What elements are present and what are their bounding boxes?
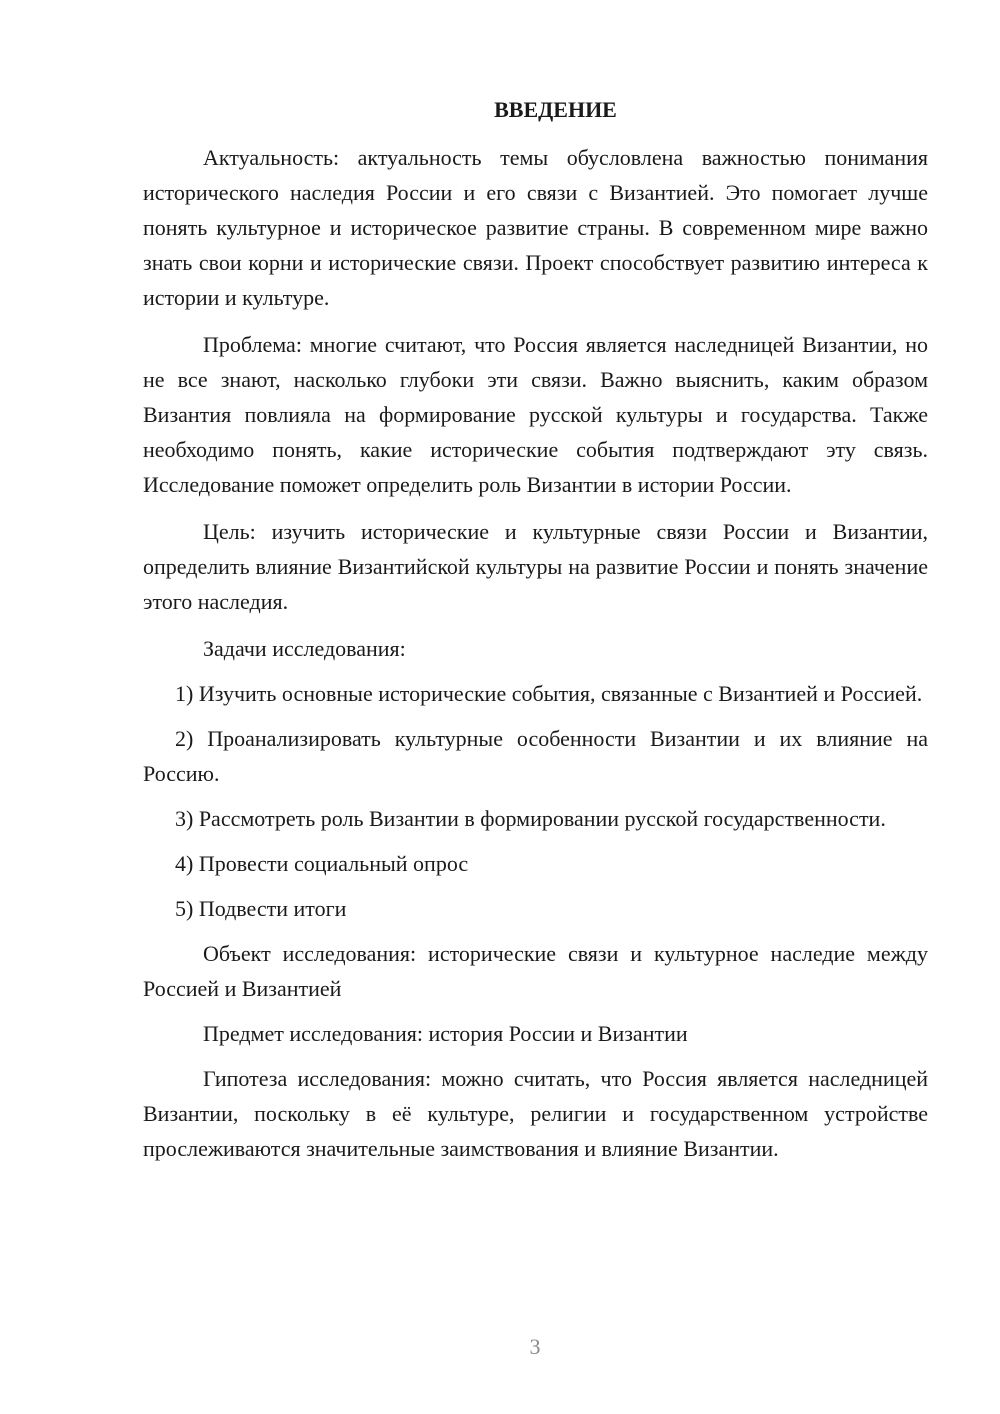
goal-paragraph: Цель: изучить исторические и культурные связи России и Византии, определить влияние Византийской культуры на развитие России и понять значение этого наследия.	[143, 519, 928, 614]
object-paragraph: Объект исследования: исторические связи и культурное наследие между Россией и Византией	[143, 941, 928, 1001]
relevance-paragraph: Актуальность: актуальность темы обусловлена важностью понимания исторического наследия России и его связи с Византией. Это помогает лучше понять культурное и историческое развитие страны. В современном мире важно знать свои корни и исторические связи. Проект способствует развитию интереса к истории и культуре.	[143, 145, 928, 310]
page-number: 3	[529, 1334, 541, 1359]
problem-paragraph: Проблема: многие считают, что Россия является наследницей Византии, но не все знают, насколько глубоки эти связи. Важно выяснить, каким образом Византия повлияла на формирование русской культуры и государства. Также необходимо понять, какие исторические события подтверждают эту связь. Исследование поможет определить роль Византии в истории России.	[143, 332, 928, 497]
section-title: ВВЕДЕНИЕ	[494, 97, 617, 122]
task-item-3: 3) Рассмотреть роль Византии в формировании русской государственности.	[175, 806, 886, 831]
document-page	[143, 94, 928, 1166]
task-item-1: 1) Изучить основные исторические события, связанные с Византией и Россией.	[175, 681, 923, 706]
task-item-4: 4) Провести социальный опрос	[175, 851, 469, 876]
tasks-heading: Задачи исследования:	[203, 636, 406, 661]
task-item-5: 5) Подвести итоги	[175, 896, 347, 921]
task-item-2: 2) Проанализировать культурные особенности Византии и их влияние на Россию.	[143, 726, 928, 786]
subject-paragraph: Предмет исследования: история России и Византии	[203, 1021, 688, 1046]
hypothesis-paragraph: Гипотеза исследования: можно считать, что Россия является наследницей Византии, поскольку в её культуре, религии и государственном устройстве прослеживаются значительные заимствования и влияние Византии.	[143, 1066, 928, 1161]
